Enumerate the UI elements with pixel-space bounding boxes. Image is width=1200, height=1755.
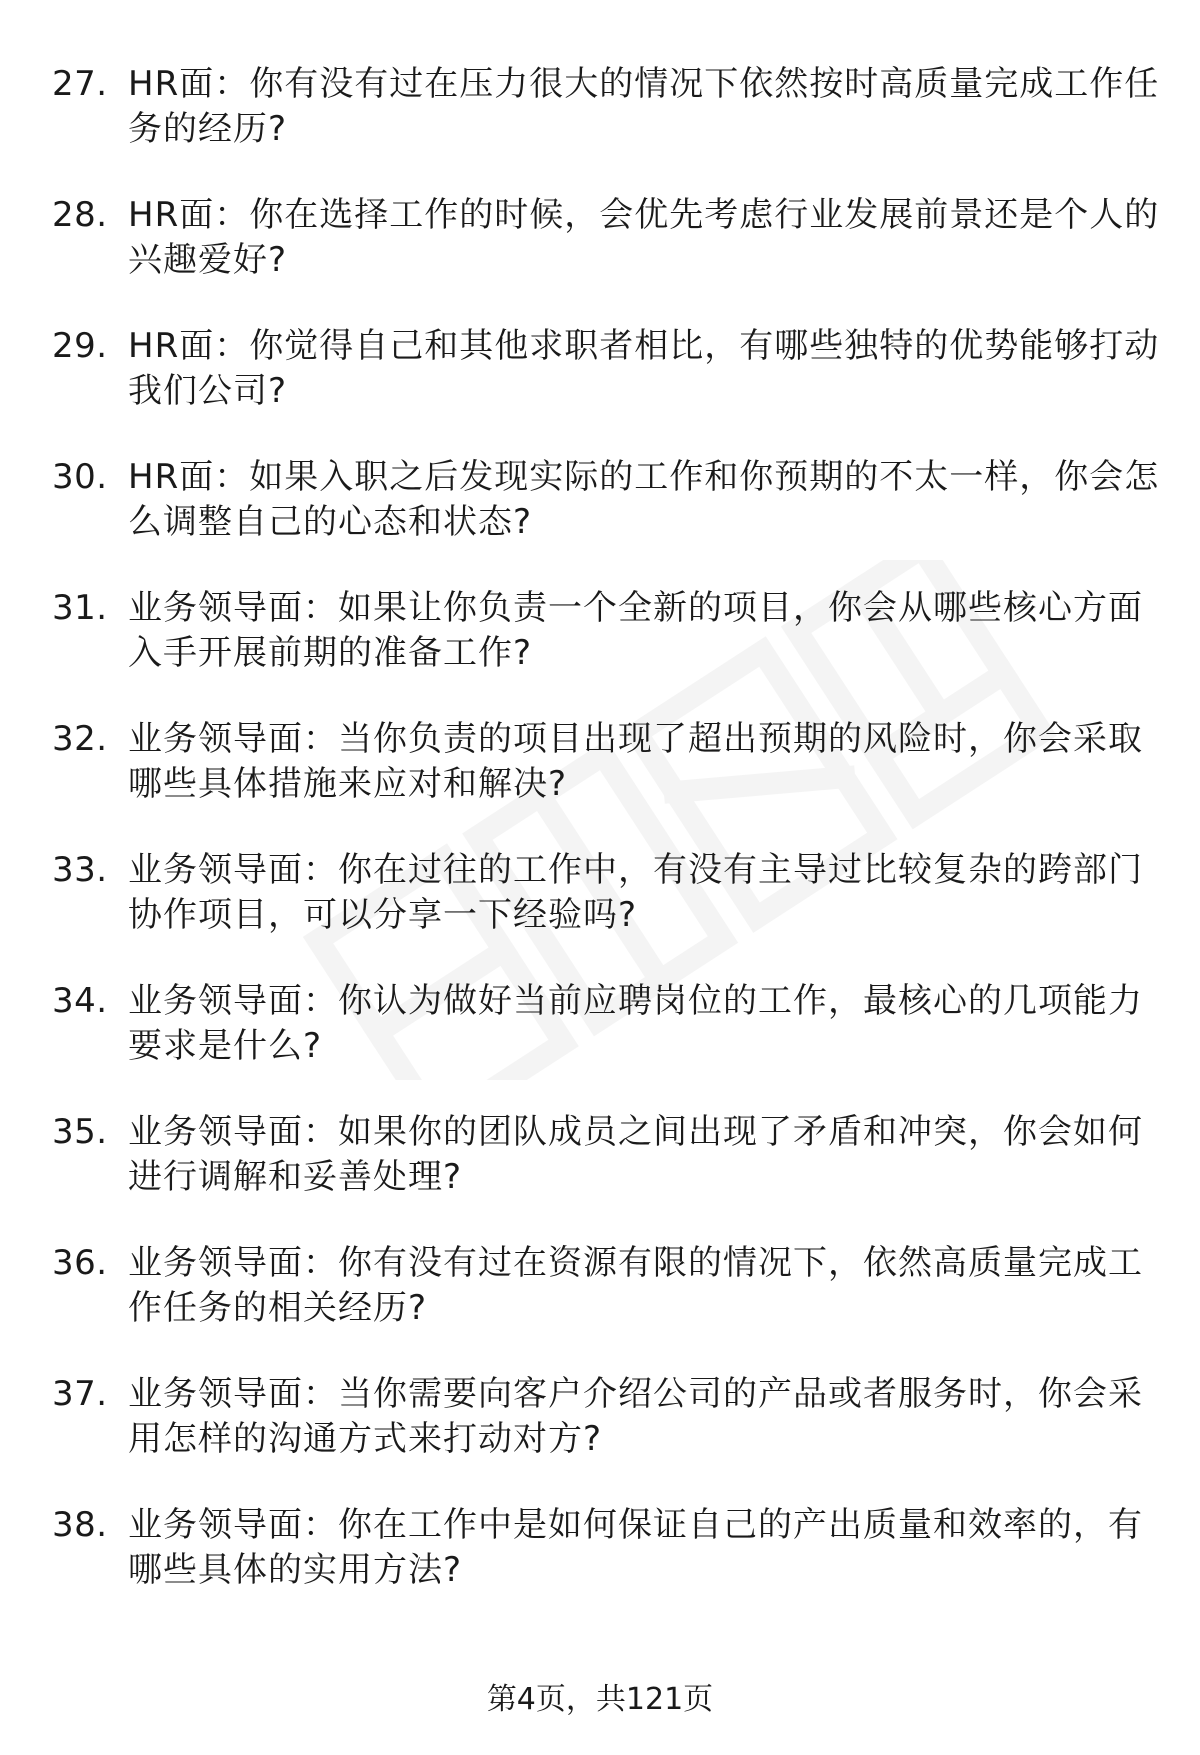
question-number: 32. [52,719,108,759]
list-item [52,717,1162,848]
list-item [52,193,1162,324]
question-number: 36. [52,1243,108,1283]
question-number: 27. [52,64,108,104]
question-text: HR面：你在选择工作的时候，会优先考虑行业发展前景还是个人的兴趣爱好? [128,195,1160,280]
list-item [52,979,1162,1110]
question-text: 业务领导面：你有没有过在资源有限的情况下，依然高质量完成工作任务的相关经历? [128,1243,1143,1328]
question-text: 业务领导面：当你需要向客户介绍公司的产品或者服务时，你会采用怎样的沟通方式来打动对方? [128,1374,1143,1459]
question-text: HR面：你觉得自己和其他求职者相比，有哪些独特的优势能够打动我们公司? [128,326,1160,411]
question-text: 业务领导面：当你负责的项目出现了超出预期的风险时，你会采取哪些具体措施来应对和解决? [128,719,1143,804]
question-text: 业务领导面：如果你的团队成员之间出现了矛盾和冲突，你会如何进行调解和妥善处理? [128,1112,1143,1197]
question-list [52,62,1162,1634]
list-item [52,62,1162,193]
question-number: 34. [52,981,108,1021]
question-text: 业务领导面：你在工作中是如何保证自己的产出质量和效率的，有哪些具体的实用方法? [128,1505,1143,1590]
list-item [52,455,1162,586]
question-text: HR面：你有没有过在压力很大的情况下依然按时高质量完成工作任务的经历? [128,64,1160,149]
question-number: 37. [52,1374,108,1414]
question-number: 38. [52,1505,108,1545]
list-item [52,1241,1162,1372]
list-item [52,848,1162,979]
list-item [52,324,1162,455]
question-text: 业务领导面：你在过往的工作中，有没有主导过比较复杂的跨部门协作项目，可以分享一下经验吗? [128,850,1143,935]
question-text: 业务领导面：如果让你负责一个全新的项目，你会从哪些核心方面入手开展前期的准备工作? [128,588,1143,673]
question-number: 30. [52,457,108,497]
question-number: 31. [52,588,108,628]
list-item [52,1372,1162,1503]
question-text: HR面：如果入职之后发现实际的工作和你预期的不太一样，你会怎么调整自己的心态和状态? [128,457,1160,542]
question-number: 33. [52,850,108,890]
question-number: 35. [52,1112,108,1152]
list-item [52,1503,1162,1634]
page-indicator: 第4页，共121页 [486,1682,714,1717]
list-item [52,1110,1162,1241]
question-text: 业务领导面：你认为做好当前应聘岗位的工作，最核心的几项能力要求是什么? [128,981,1143,1066]
question-number: 28. [52,195,108,235]
question-number: 29. [52,326,108,366]
list-item [52,586,1162,717]
